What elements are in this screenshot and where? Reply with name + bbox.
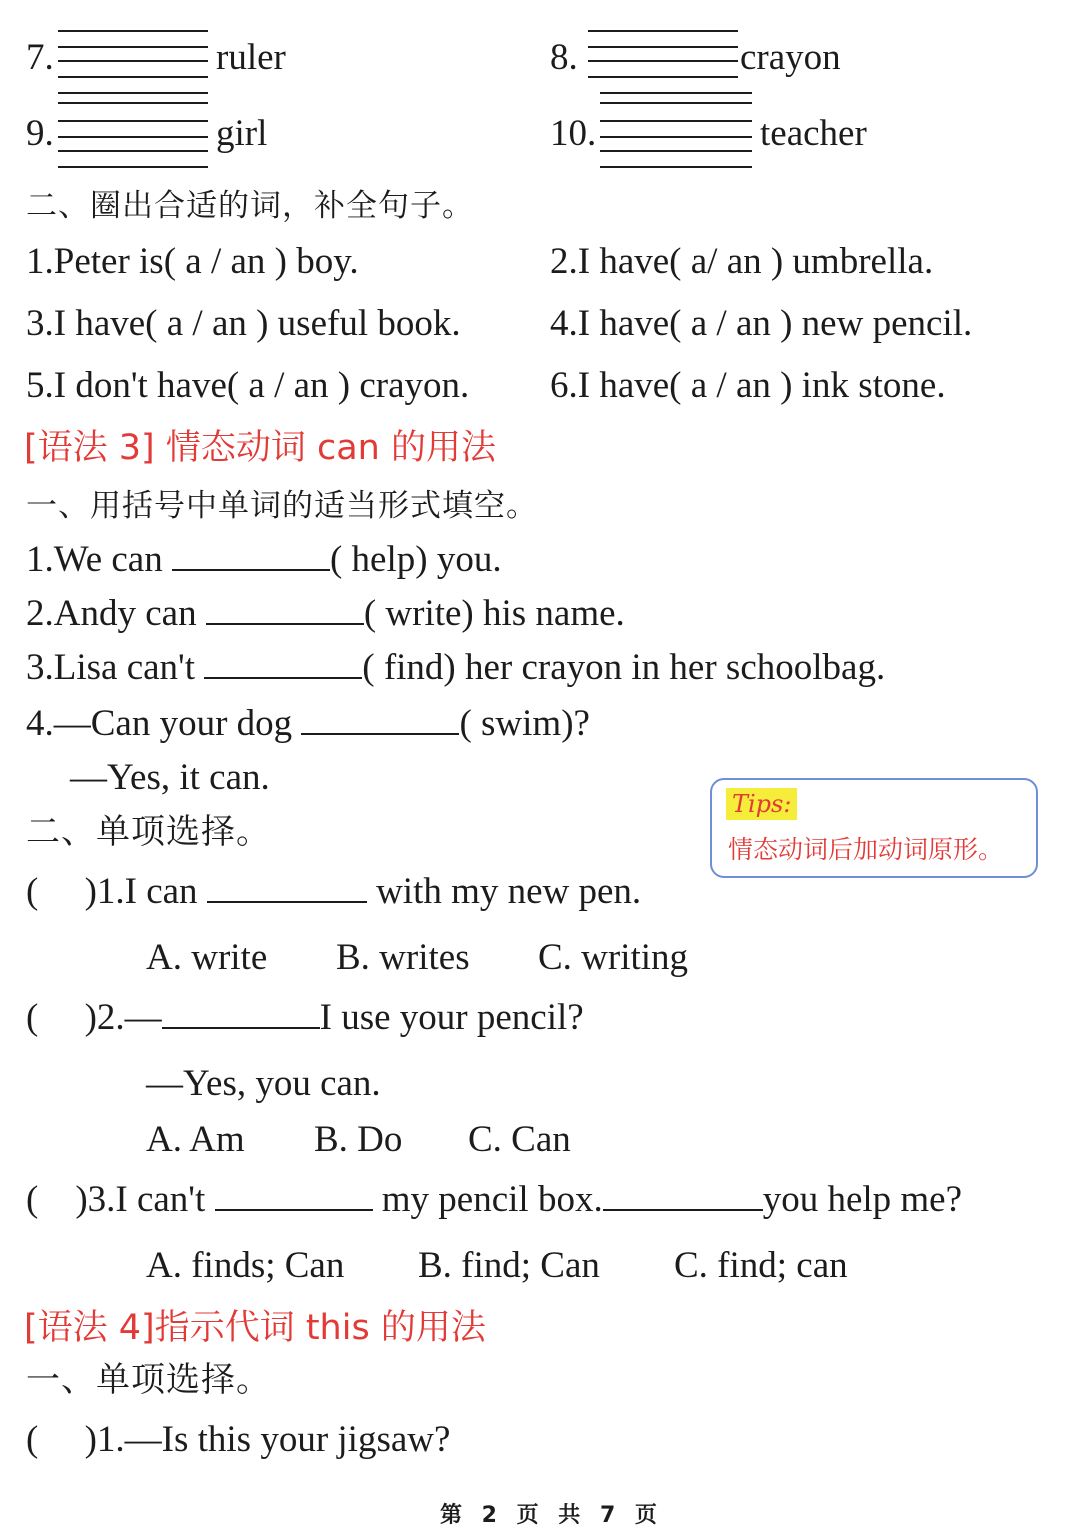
answer-blank[interactable] (172, 539, 330, 571)
circle-item-3: 3.I have( a / an ) useful book. (26, 303, 461, 344)
fill-item-text: 4.—Can your dog (26, 703, 302, 744)
grammar3-part2-heading: 二、单项选择。 (26, 812, 271, 852)
circle-item-4: 4.I have( a / an ) new pencil. (550, 303, 973, 344)
grammar4-question-1: ( )1.—Is this your jigsaw? (26, 1419, 451, 1460)
answer-blank[interactable] (162, 997, 320, 1029)
option-a[interactable]: A. write (146, 937, 268, 978)
circle-item-6: 6.I have( a / an ) ink stone. (550, 365, 946, 406)
question-text: with my new pen. (366, 871, 642, 912)
option-b[interactable]: B. find; Can (418, 1245, 600, 1286)
circle-item-5: 5.I don't have( a / an ) crayon. (26, 365, 470, 406)
question-text: ( )3.I can't (26, 1179, 215, 1220)
answer-blank[interactable] (215, 1179, 373, 1211)
tips-box (710, 778, 1038, 878)
page-footer: 第 2 页 共 7 页 (440, 1503, 663, 1528)
copy-word: crayon (740, 37, 841, 78)
question-text: I use your pencil? (319, 997, 584, 1038)
fill-item-text: 2.Andy can (26, 593, 206, 634)
tips-label: Tips: (726, 788, 797, 820)
fill-item-3 (26, 646, 885, 690)
option-a[interactable]: A. finds; Can (146, 1245, 345, 1286)
copy-word: teacher (760, 113, 867, 154)
circle-item-1: 1.Peter is( a / an ) boy. (26, 241, 359, 282)
question-text: ( )1.I can (26, 871, 207, 912)
answer-blank[interactable] (301, 703, 459, 735)
section-heading-circle: 二、圈出合适的词，补全句子。 (26, 188, 474, 224)
choice-question-2 (26, 996, 584, 1040)
fill-item-text: 1.We can (26, 539, 172, 580)
option-c[interactable]: C. find; can (674, 1245, 848, 1286)
item-number: 10. (550, 113, 597, 154)
fill-item-1 (26, 538, 502, 582)
fill-item-hint: ( swim)? (459, 703, 590, 744)
option-c[interactable]: C. Can (468, 1119, 571, 1160)
item-number: 9. (26, 113, 54, 154)
fill-item-hint: ( write) his name. (363, 593, 625, 634)
fill-item-4-answer: —Yes, it can. (70, 757, 270, 798)
fill-item-text: 3.Lisa can't (26, 647, 205, 688)
item-number: 8. (550, 37, 578, 78)
answer-blank[interactable] (204, 647, 362, 679)
choice-question-1 (26, 870, 641, 914)
answer-blank[interactable] (603, 1179, 763, 1211)
copy-word: girl (216, 113, 268, 154)
question-2-reply: —Yes, you can. (146, 1063, 381, 1104)
fill-item-hint: ( help) you. (329, 539, 502, 580)
grammar4-title: [语法 4]指示代词 this 的用法 (24, 1308, 486, 1348)
grammar3-title: [语法 3] 情态动词 can 的用法 (24, 428, 496, 468)
answer-blank[interactable] (207, 871, 367, 903)
question-text: my pencil box. (372, 1179, 603, 1220)
option-b[interactable]: B. writes (336, 937, 470, 978)
item-number: 7. (26, 37, 54, 78)
fill-item-hint: ( find) her crayon in her schoolbag. (362, 647, 886, 688)
question-text: ( )2.— (26, 997, 162, 1038)
fill-item-4 (26, 702, 590, 746)
choice-question-3 (26, 1178, 962, 1222)
option-c[interactable]: C. writing (538, 937, 689, 978)
circle-item-2: 2.I have( a/ an ) umbrella. (550, 241, 934, 282)
fill-item-2 (26, 592, 625, 636)
answer-blank[interactable] (206, 593, 364, 625)
question-text: you help me? (762, 1179, 963, 1220)
grammar4-part1-heading: 一、单项选择。 (26, 1360, 271, 1400)
grammar3-part1-heading: 一、用括号中单词的适当形式填空。 (26, 488, 538, 524)
option-b[interactable]: B. Do (314, 1119, 403, 1160)
tips-text: 情态动词后加动词原形。 (728, 835, 1004, 864)
option-a[interactable]: A. Am (146, 1119, 245, 1160)
copy-word: ruler (216, 37, 286, 78)
